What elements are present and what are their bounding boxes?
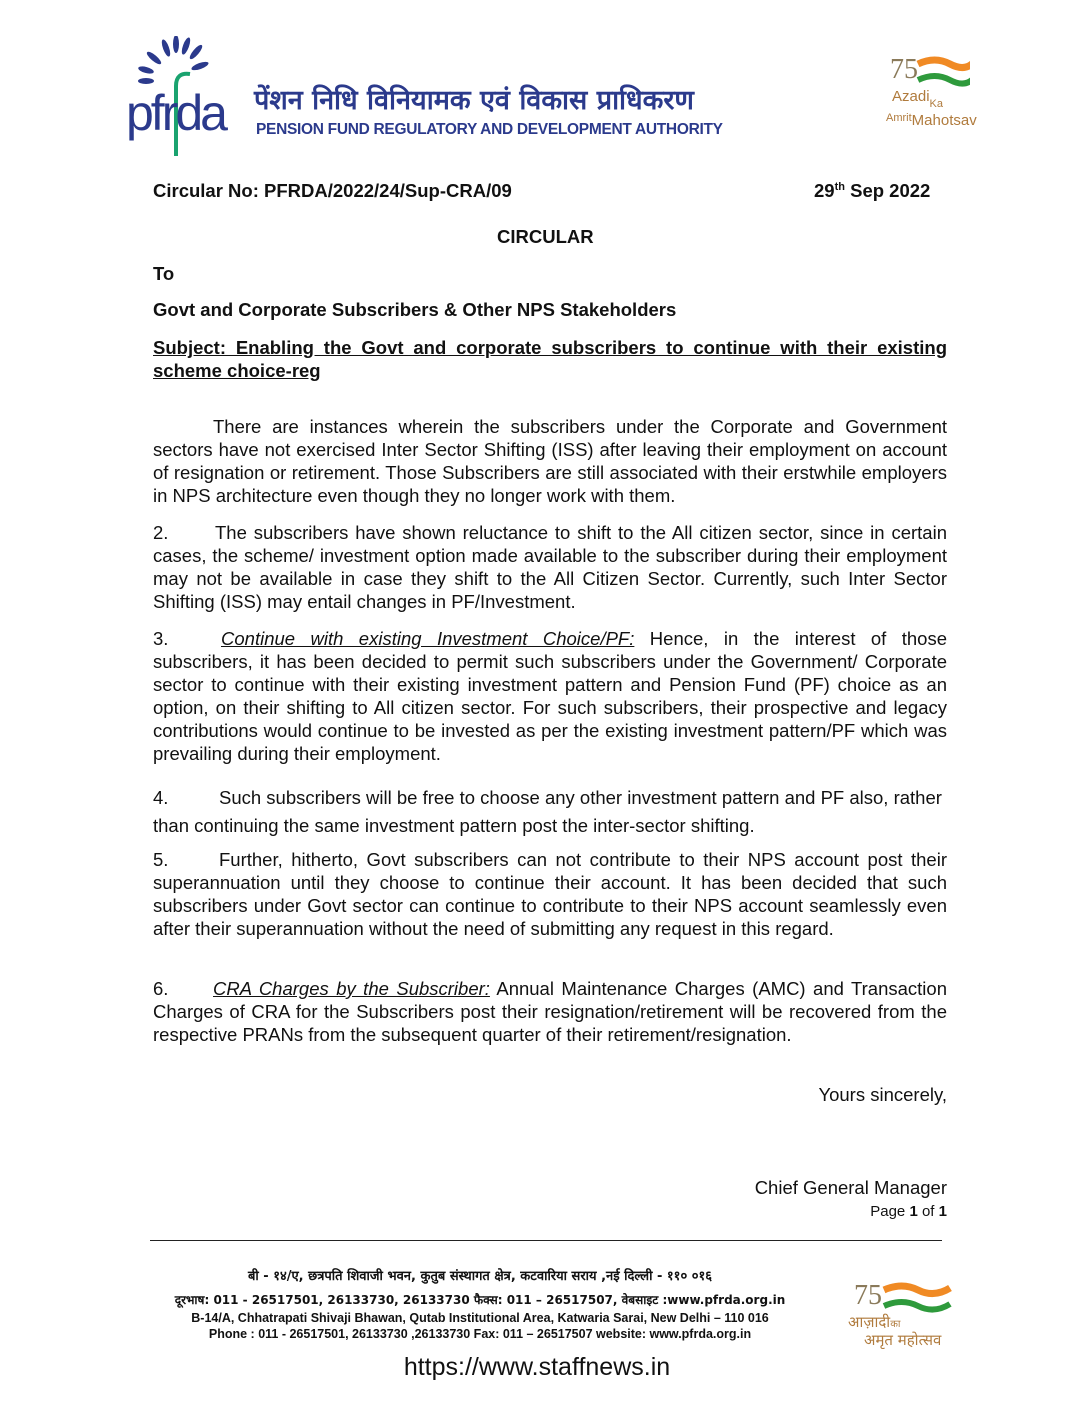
amrit-mahotsav-hindi-text: अमृत महोत्सव: [864, 1331, 942, 1349]
page-total: 1: [938, 1203, 947, 1220]
page-current: 1: [909, 1203, 918, 1220]
addressee: Govt and Corporate Subscribers & Other NPS Stakeholders: [153, 299, 677, 320]
paragraph-number: 2.: [153, 522, 169, 543]
pfrda-logo: [126, 36, 248, 158]
circular-number: Circular No: PFRDA/2022/24/Sup-CRA/09: [153, 180, 512, 201]
closing: Yours sincerely,: [818, 1084, 947, 1105]
subject: Subject: Enabling the Govt and corporate subscribers to continue with their existing scheme choice-reg: [153, 337, 947, 381]
paragraph-text: The subscribers have shown reluctance to shift to the All citizen sector, since in certain cases, the scheme/ investment option made available to the subscriber during their employment may not be available in case they shift to the All Citizen Sector. Currently, such Inter Sector Shifting (ISS) may entail changes in PF/Investment.: [153, 522, 947, 612]
azadi-ka-amrit-mahotsav-logo: [886, 50, 996, 130]
ka-text: Ka: [929, 98, 943, 110]
document-title: CIRCULAR: [497, 226, 594, 247]
paragraph-number: 4.: [153, 787, 169, 808]
paragraph-text: Further, hitherto, Govt subscribers can not contribute to their NPS account post their superannuation until they choose to continue their account. It has been decided that such subscribers under Govt sector can continue to contribute to their NPS account seamlessly even after their superannuation without the need of submitting any request in this regard.: [153, 849, 947, 939]
org-name-english: PENSION FUND REGULATORY AND DEVELOPMENT AUTHORITY: [256, 121, 723, 138]
paragraph-5: [153, 848, 947, 940]
footer-address-hindi: बी - १४/ए, छत्रपति शिवाजी भवन, कुतुब संस्थागत क्षेत्र, कटवारिया सराय ,नई दिल्ली - ११० ०१६: [247, 1269, 713, 1284]
paragraph-heading: Continue with existing Investment Choice/PF:: [221, 628, 635, 649]
circular-date: [814, 180, 930, 202]
paragraph-number: 6.: [153, 978, 169, 999]
date-suffix: th: [834, 180, 845, 193]
to-label: To: [153, 263, 175, 284]
mahotsav-text: Mahotsav: [911, 112, 977, 129]
azadi-hindi-text: आज़ादी: [848, 1313, 891, 1331]
amrit-text: Amrit: [886, 112, 912, 124]
date-month-year: Sep 2022: [844, 180, 931, 201]
footer-phone-hindi: दूरभाष: 011 - 26517501, 26133730, 26133730 फैक्स: 011 – 26517507, वेबसाइट :www.pfrda.org.in: [174, 1293, 786, 1307]
flag-75-icon: [890, 50, 970, 90]
pfrda-logo-text: pfrda: [126, 85, 225, 141]
page-label: Page: [870, 1203, 906, 1220]
footer-address-english: B-14/A, Chhatrapati Shivaji Bhawan, Qutab Institutional Area, Katwaria Sarai, New Delhi – 110 016: [191, 1311, 769, 1325]
paragraph-text: Such subscribers will be free to choose any other investment pattern and PF also, rather than continuing the same investment pattern post the inter-sector shifting.: [153, 787, 942, 836]
paragraph-number: 3.: [153, 628, 169, 649]
page-of: of: [921, 1203, 935, 1220]
svg-text:75: 75: [854, 1280, 882, 1311]
footer-phone-english: Phone : 011 - 26517501, 26133730 ,26133730 Fax: 011 – 26517507 website: www.pfrda.org.in: [208, 1327, 752, 1341]
paragraph-text: There are instances wherein the subscribers under the Corporate and Government sectors have not exercised Inter Sector Shifting (ISS) after leaving their employment on account of resignation or retirement. Those Subscribers are still associated with their erstwhile employers in NPS architecture even though they no longer work with them.: [153, 416, 947, 506]
paragraph-text: Hence, in the interest of those subscribers, it has been decided to permit such subscribers under the Government/ Corporate sector to continue with their existing investment pattern and Pension Fund (PF) choice as an option, on their shifting to All citizen sector. For such subscribers, their prospective and legacy contributions would continue to be invested as per the existing investment pattern/PF which was prevailing during their employment.: [153, 628, 947, 764]
azadi-hindi-logo: [846, 1276, 961, 1351]
paragraph-1: [153, 415, 947, 507]
footer-divider: [150, 1240, 942, 1241]
paragraph-2: [153, 521, 947, 613]
org-name-hindi: पेंशन निधि विनियामक एवं विकास प्राधिकरण: [254, 85, 694, 116]
page-number: [870, 1203, 947, 1220]
paragraph-6: [153, 977, 947, 1046]
paragraph-3: [153, 627, 947, 765]
date-day: 29: [814, 180, 835, 201]
paragraph-number: 5.: [153, 849, 169, 870]
signatory-designation: Chief General Manager: [754, 1177, 947, 1198]
svg-text:75: 75: [890, 54, 918, 85]
azadi-text: Azadi: [892, 88, 930, 105]
paragraph-heading: CRA Charges by the Subscriber:: [213, 978, 490, 999]
flag-75-icon: [854, 1276, 954, 1316]
ka-hindi-text: का: [890, 1319, 901, 1330]
watermark-url[interactable]: https://www.staffnews.in: [403, 1353, 671, 1381]
paragraph-4: [153, 784, 947, 840]
paragraph-text: Annual Maintenance Charges (AMC) and Transaction Charges of CRA for the Subscribers post their resignation/retirement will be recovered from the respective PRANs from the subsequent quarter of their retirement/resignation.: [153, 978, 947, 1045]
